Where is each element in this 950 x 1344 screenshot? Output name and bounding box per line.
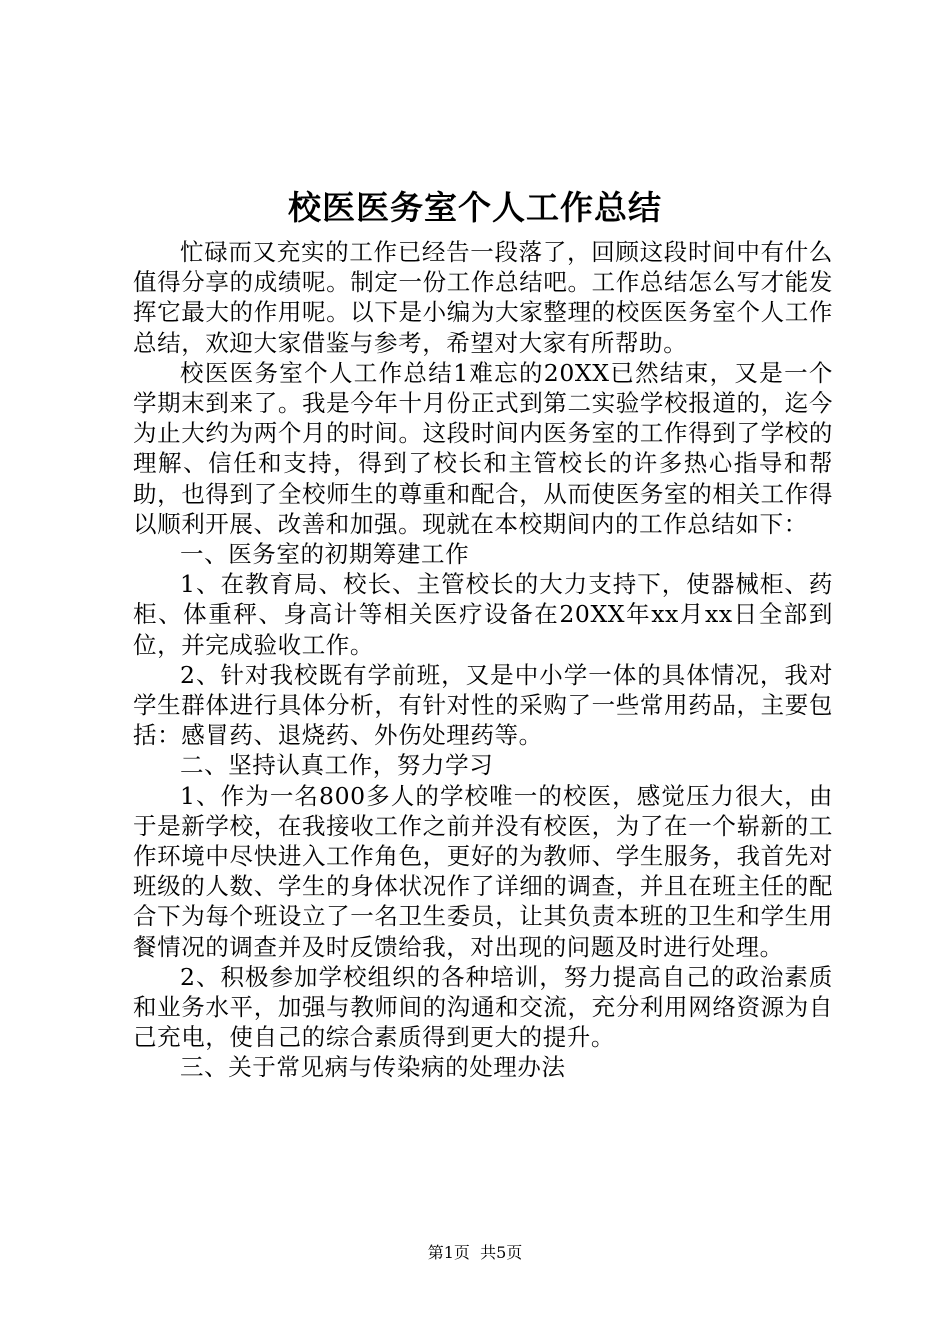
paragraph-item: 2、针对我校既有学前班，又是中小学一体的具体情况，我对学生群体进行具体分析，有针对性的采购了一些常用药品，主要包括：感冒药、退烧药、外伤处理药等。: [133, 660, 833, 750]
paragraph-item: 1、在教育局、校长、主管校长的大力支持下，使器械柜、药柜、体重秤、身高计等相关医疗设备在20XX年xx月xx日全部到位，并完成验收工作。: [133, 570, 833, 659]
paragraph-item: 1、作为一名800多人的学校唯一的校医，感觉压力很大，由于是新学校，在我接收工作之前并没有校医，为了在一个崭新的工作环境中尽快进入工作角色，更好的为教师、学生服务，我首先对班级的人数、学生的身体状况作了详细的调查，并且在班主任的配合下为每个班设立了一名卫生委员，让其负责本班的卫生和学生用餐情况的调查并及时反馈给我，对出现的问题及时进行处理。: [133, 781, 833, 961]
paragraph-summary-1: 校医医务室个人工作总结1难忘的20XX已然结束，又是一个学期末到来了。我是今年十月份正式到第二实验学校报道的，迄今为止大约为两个月的时间。这段时间内医务室的工作得到了学校的理解、信任和支持，得到了校长和主管校长的许多热心指导和帮助，也得到了全校师生的尊重和配合，从而使医务室的相关工作得以顺利开展、改善和加强。现就在本校期间内的工作总结如下：: [133, 358, 833, 538]
paragraph-intro: 忙碌而又充实的工作已经告一段落了，回顾这段时间中有什么值得分享的成绩呢。制定一份工作总结吧。工作总结怎么写才能发挥它最大的作用呢。以下是小编为大家整理的校医医务室个人工作总结，欢迎大家借鉴与参考，希望对大家有所帮助。: [133, 238, 833, 357]
page-footer: [0, 1242, 950, 1264]
section-heading-3: 三、关于常见病与传染病的处理办法: [180, 1053, 566, 1082]
paragraph-item: 2、积极参加学校组织的各种培训，努力提高自己的政治素质和业务水平，加强与教师间的沟通和交流，充分利用网络资源为自己充电，使自己的综合素质得到更大的提升。: [133, 962, 833, 1052]
document-title: 校医医务室个人工作总结: [288, 188, 662, 227]
page-number: 第1页: [427, 1243, 470, 1262]
page-total: 共5页: [480, 1243, 523, 1262]
document-body: [133, 237, 833, 1083]
section-heading-1: 一、医务室的初期筹建工作: [180, 540, 470, 569]
section-heading-2: 二、坚持认真工作，努力学习: [180, 751, 494, 780]
